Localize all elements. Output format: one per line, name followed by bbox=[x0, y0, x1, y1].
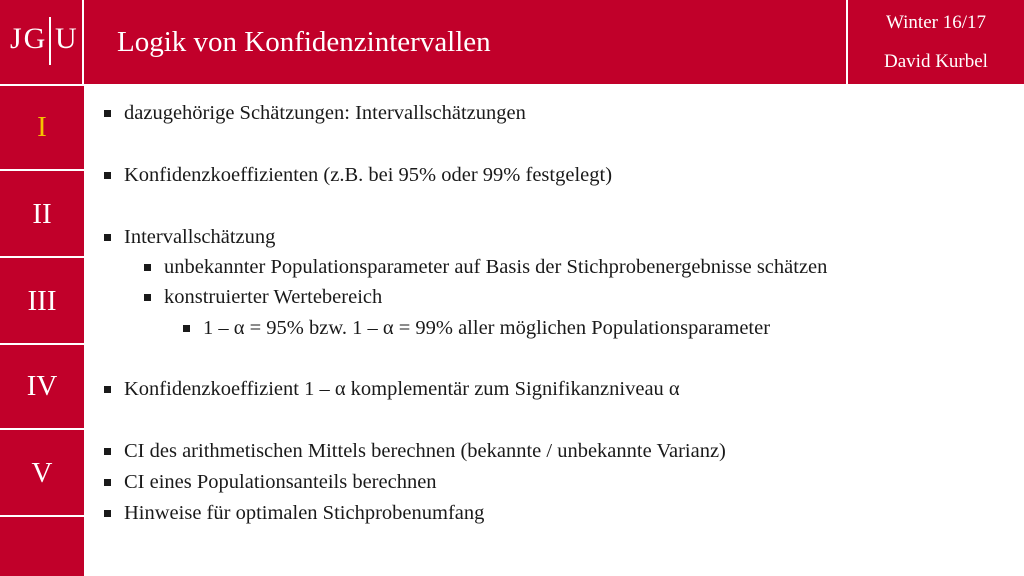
square-bullet-icon bbox=[144, 294, 151, 301]
bullet-text: Intervallschätzung bbox=[124, 226, 276, 248]
square-bullet-icon bbox=[104, 448, 111, 455]
jgu-logo bbox=[0, 0, 84, 84]
chapter-nav-2[interactable]: II bbox=[0, 173, 84, 258]
bullet-item bbox=[124, 164, 612, 187]
logo-u-text: U bbox=[55, 22, 77, 55]
square-bullet-icon bbox=[104, 510, 111, 517]
bullet-item bbox=[124, 378, 680, 401]
bullet-text: 1 – α = 95% bzw. 1 – α = 99% aller möglichen Populationsparameter bbox=[203, 317, 771, 339]
chapter-nav-4[interactable]: IV bbox=[0, 345, 84, 430]
bullet-item bbox=[124, 502, 484, 525]
sub-bullet-item bbox=[164, 286, 382, 309]
logo-divider bbox=[49, 17, 51, 65]
square-bullet-icon bbox=[144, 264, 151, 271]
bullet-text: Konfidenzkoeffizient 1 – α komplementär zum Signifikanzniveau α bbox=[124, 378, 680, 400]
bullet-item bbox=[124, 471, 437, 494]
course-author: David Kurbel bbox=[884, 51, 988, 72]
slide-title: Logik von Konfidenzintervallen bbox=[117, 26, 491, 58]
logo-jg-text: JG bbox=[10, 22, 48, 55]
sub-sub-bullet-item bbox=[203, 317, 770, 340]
chapter-nav-3[interactable]: III bbox=[0, 260, 84, 345]
bullet-text: dazugehörige Schätzungen: Intervallschätzungen bbox=[124, 102, 526, 124]
chapter-sidebar bbox=[0, 86, 84, 576]
bullet-item bbox=[124, 226, 275, 249]
square-bullet-icon bbox=[104, 172, 111, 179]
chapter-nav-1[interactable]: I bbox=[0, 86, 84, 171]
square-bullet-icon bbox=[104, 234, 111, 241]
square-bullet-icon bbox=[104, 479, 111, 486]
bullet-text: Hinweise für optimalen Stichprobenumfang bbox=[124, 502, 485, 524]
bullet-text: unbekannter Populationsparameter auf Basis der Stichprobenergebnisse schätzen bbox=[164, 256, 828, 278]
square-bullet-icon bbox=[183, 325, 190, 332]
bullet-item bbox=[124, 440, 726, 463]
square-bullet-icon bbox=[104, 386, 111, 393]
bullet-item bbox=[124, 102, 526, 125]
bullet-text: CI des arithmetischen Mittels berechnen (bekannte / unbekannte Varianz) bbox=[124, 440, 726, 462]
bullet-text: konstruierter Wertebereich bbox=[164, 286, 383, 308]
bullet-text: CI eines Populationsanteils berechnen bbox=[124, 471, 437, 493]
course-info bbox=[846, 0, 1024, 84]
square-bullet-icon bbox=[104, 110, 111, 117]
course-term: Winter 16/17 bbox=[885, 12, 987, 33]
bullet-text: Konfidenzkoeffizienten (z.B. bei 95% oder 99% festgelegt) bbox=[124, 164, 613, 186]
sub-bullet-item bbox=[164, 256, 827, 279]
header-bar bbox=[0, 0, 1024, 84]
chapter-nav-5[interactable]: V bbox=[0, 432, 84, 517]
